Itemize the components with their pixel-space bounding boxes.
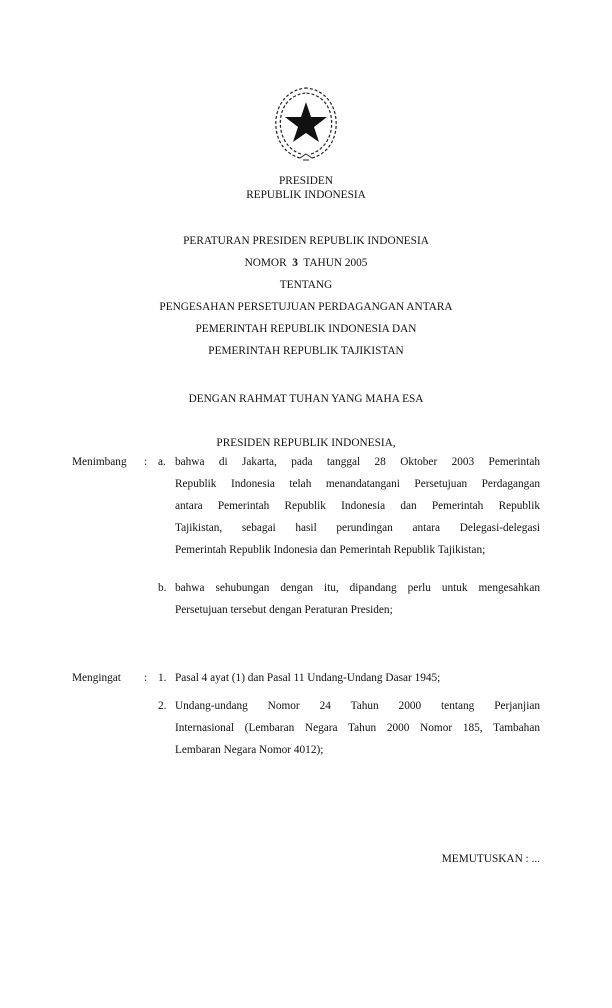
item-line: Persetujuan tersebut dengan Peraturan Presiden;: [175, 604, 393, 616]
president-heading: PRESIDEN REPUBLIK INDONESIA,: [216, 437, 396, 449]
item-line: Undang-undang Nomor 24 Tahun 2000 tentang Perjanjian: [175, 700, 540, 712]
preamble: DENGAN RAHMAT TUHAN YANG MAHA ESA: [188, 393, 424, 405]
item-line: bahwa di Jakarta, pada tanggal 28 Oktober 2003 Pemerintah: [175, 456, 540, 468]
title-line: PEMERINTAH REPUBLIK TAJIKISTAN: [208, 345, 404, 357]
title-tentang: TENTANG: [279, 279, 333, 291]
title-line: PEMERINTAH REPUBLIK INDONESIA DAN: [195, 323, 417, 335]
item-marker: a.: [158, 456, 166, 468]
item-line: Pasal 4 ayat (1) dan Pasal 11 Undang-Undang Dasar 1945;: [175, 672, 441, 684]
title-line: PERATURAN PRESIDEN REPUBLIK INDONESIA: [183, 235, 429, 247]
garuda-presidential-emblem-icon: [270, 84, 342, 164]
item-line: Tajikistan, sebagai hasil perundingan antara Delegasi-delegasi: [175, 522, 540, 534]
menimbang-label: Menimbang: [72, 456, 127, 468]
item-line: antara Pemerintah Republik Indonesia dan Pemerintah Republik: [175, 500, 540, 512]
mengingat-label: Mengingat: [72, 672, 121, 684]
item-marker: 2.: [158, 700, 167, 712]
header-presiden: PRESIDEN: [279, 175, 333, 187]
header-republik-indonesia: REPUBLIK INDONESIA: [246, 189, 366, 201]
item-line: Lembaran Negara Nomor 4012);: [175, 744, 324, 756]
memutuskan-continuation: MEMUTUSKAN : ...: [441, 853, 540, 865]
menimbang-colon: :: [144, 456, 148, 468]
title-nomor: [0, 256, 612, 270]
mengingat-colon: :: [144, 672, 148, 684]
item-line: Republik Indonesia telah menandatangani Persetujuan Perdagangan: [175, 478, 540, 490]
item-marker: 1.: [158, 672, 167, 684]
item-marker: b.: [158, 582, 167, 594]
nomor-year: TAHUN 2005: [303, 257, 368, 269]
title-line: PENGESAHAN PERSETUJUAN PERDAGANGAN ANTARA: [159, 301, 453, 313]
item-line: Pemerintah Republik Indonesia dan Pemerintah Republik Tajikistan;: [175, 544, 486, 556]
item-line: Internasional (Lembaran Negara Tahun 2000 Nomor 185, Tambahan: [175, 722, 540, 734]
nomor-label: NOMOR: [244, 257, 287, 269]
nomor-number: 3: [292, 257, 298, 269]
item-line: bahwa sehubungan dengan itu, dipandang perlu untuk mengesahkan: [175, 582, 540, 594]
